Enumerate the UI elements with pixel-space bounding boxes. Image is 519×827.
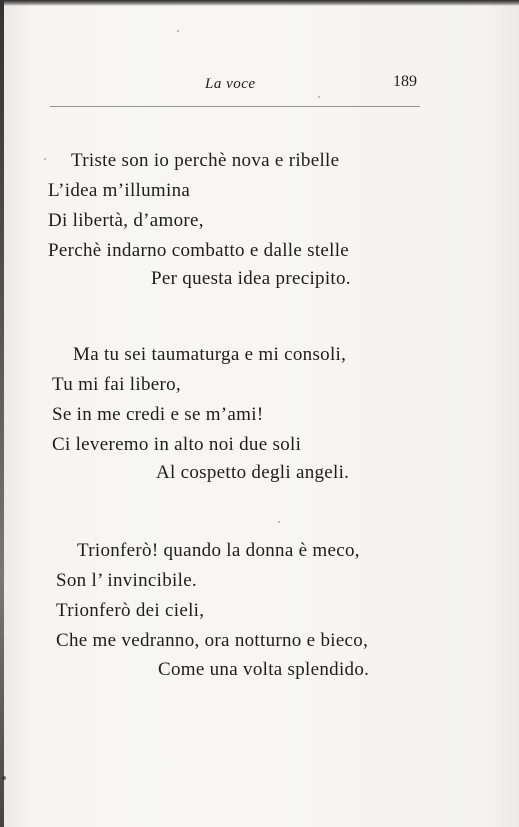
- verse-line: Son l’ invincibile.: [56, 570, 197, 591]
- verse-line: Trionferò! quando la donna è meco,: [77, 540, 360, 561]
- paper-speck: [278, 521, 280, 523]
- running-header-title: La voce: [205, 76, 256, 92]
- verse-line-indented: Per questa idea precipito.: [151, 268, 351, 289]
- verse-line: Triste son io perchè nova e ribelle: [71, 150, 340, 171]
- paper-speck: [318, 96, 320, 98]
- verse-line: Ci leveremo in alto noi due soli: [52, 434, 302, 455]
- page-top-edge: [0, 0, 519, 6]
- header-rule: [50, 106, 420, 107]
- verse-line: Che me vedranno, ora notturno e bieco,: [56, 630, 369, 651]
- verse-line-indented: Come una volta splendido.: [158, 659, 370, 680]
- verse-line: Tu mi fai libero,: [52, 374, 181, 395]
- verse-line: Perchè indarno combatto e dalle stelle: [48, 240, 350, 261]
- page-number: 189: [393, 73, 417, 90]
- paper-speck: [44, 158, 46, 160]
- page-binding-edge: [0, 0, 4, 827]
- verse-line: L’idea m’illumina: [48, 180, 191, 201]
- paper-speck: [177, 30, 179, 32]
- verse-line: Se in me credi e se m’ami!: [52, 404, 264, 425]
- verse-line: Di libertà, d’amore,: [48, 210, 204, 231]
- paper-speck: [2, 776, 6, 780]
- verse-line-indented: Al cospetto degli angeli.: [156, 462, 350, 483]
- verse-line: Ma tu sei taumaturga e mi consoli,: [73, 344, 347, 365]
- verse-line: Trionferò dei cieli,: [56, 600, 205, 621]
